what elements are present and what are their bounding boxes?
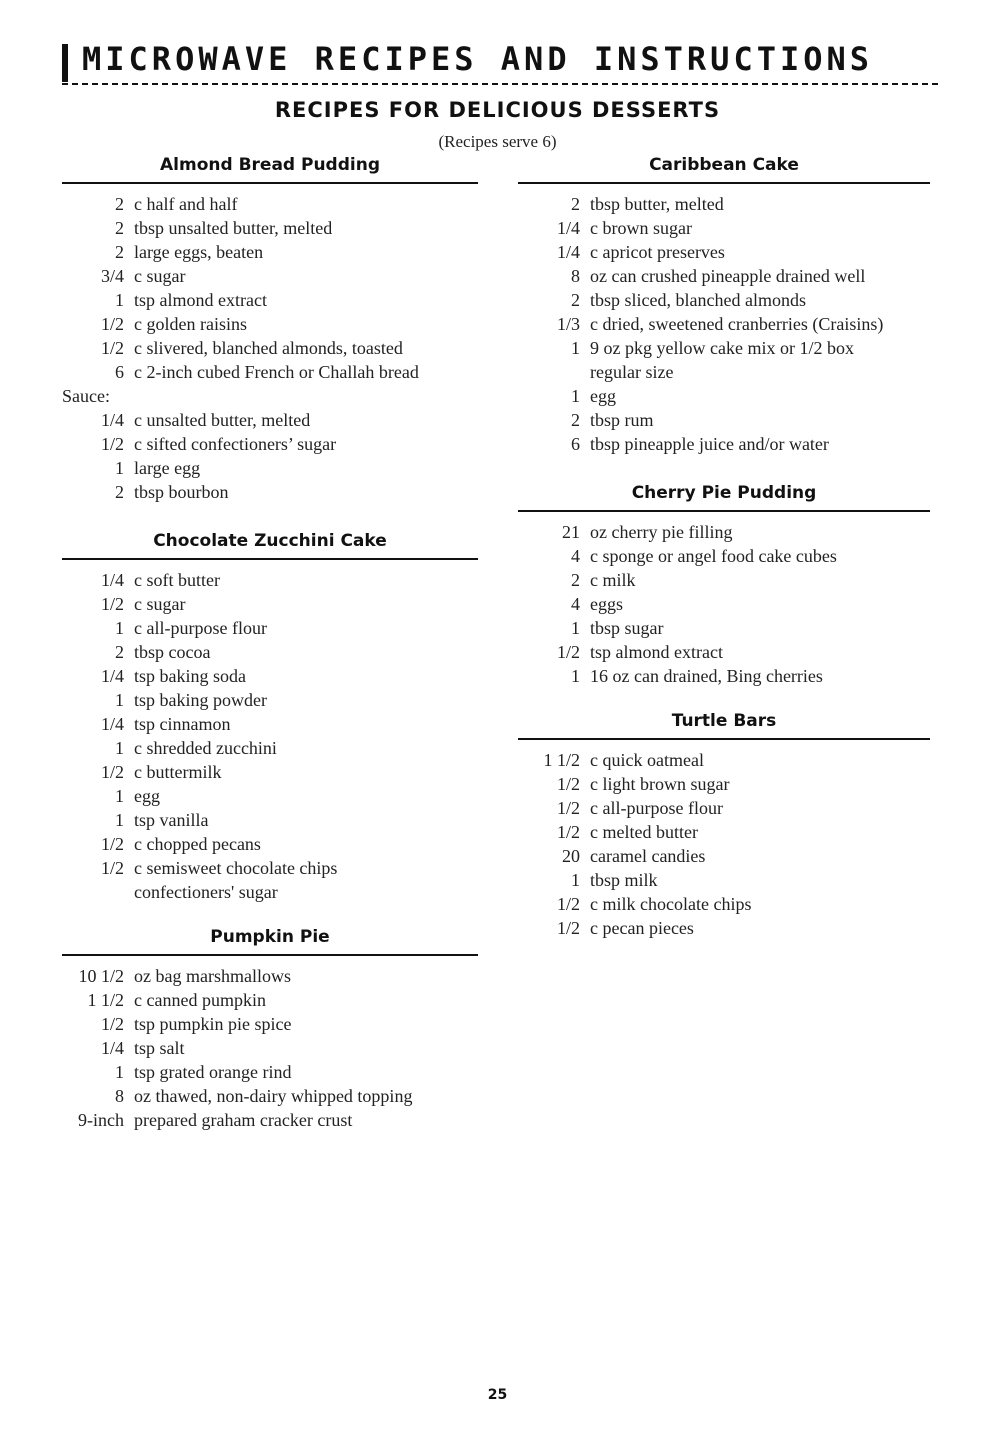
ingredient-quantity: 4 — [571, 594, 580, 614]
ingredient-line — [518, 432, 930, 456]
ingredient-line — [518, 408, 930, 432]
ingredient-line — [518, 520, 930, 544]
recipe-title: Cherry Pie Pudding — [631, 483, 817, 503]
ingredient-quantity: 2 — [571, 410, 580, 430]
ingredient-line — [62, 988, 478, 1012]
ingredient-line — [518, 360, 930, 384]
ingredient-quantity: 8 — [115, 1086, 124, 1106]
ingredient-quantity: 1 — [571, 870, 580, 890]
ingredient-description: tbsp sliced, blanched almonds — [590, 290, 806, 310]
ingredient-description: tsp baking powder — [134, 690, 267, 710]
ingredient-line — [62, 408, 478, 432]
ingredient-description: tsp almond extract — [590, 642, 723, 662]
recipe-cherry-pie-pudding — [518, 480, 930, 688]
ingredient-line — [62, 384, 478, 408]
ingredient-quantity: 1/2 — [100, 594, 124, 614]
ingredient-description: c semisweet chocolate chips — [134, 858, 338, 878]
ingredient-line — [62, 1036, 478, 1060]
recipe-chocolate-zucchini-cake — [62, 528, 478, 904]
ingredient-line — [62, 1060, 478, 1084]
ingredient-description: tbsp butter, melted — [590, 194, 724, 214]
ingredient-line — [518, 544, 930, 568]
ingredient-quantity: 21 — [562, 522, 580, 542]
ingredient-quantity: 2 — [115, 642, 124, 662]
ingredient-description: large egg — [134, 458, 201, 478]
ingredient-description: c apricot preserves — [590, 242, 725, 262]
ingredient-line — [518, 664, 930, 688]
ingredient-quantity: 9-inch — [78, 1110, 124, 1130]
header-dashed-rule — [62, 83, 938, 85]
ingredient-line — [62, 432, 478, 456]
recipe-title-rule — [62, 182, 478, 184]
ingredient-description: tsp cinnamon — [134, 714, 231, 734]
ingredient-line — [62, 592, 478, 616]
ingredient-description: tbsp sugar — [590, 618, 664, 638]
ingredient-quantity: 1 — [571, 386, 580, 406]
ingredient-description: c buttermilk — [134, 762, 222, 782]
ingredient-description: c half and half — [134, 194, 238, 214]
ingredient-quantity: 1/2 — [100, 314, 124, 334]
ingredient-line — [518, 240, 930, 264]
ingredient-quantity: 1/2 — [556, 774, 580, 794]
ingredient-description: c chopped pecans — [134, 834, 261, 854]
ingredient-quantity: 4 — [571, 546, 580, 566]
ingredient-description: oz can crushed pineapple drained well — [590, 266, 866, 286]
ingredient-quantity: 1/2 — [556, 918, 580, 938]
ingredient-line — [518, 916, 930, 940]
ingredient-quantity: 1/4 — [100, 410, 124, 430]
ingredient-quantity: 1/4 — [100, 666, 124, 686]
ingredient-description: c unsalted butter, melted — [134, 410, 311, 430]
ingredient-quantity: 1 — [571, 666, 580, 686]
recipe-title: Caribbean Cake — [649, 155, 799, 175]
ingredient-quantity: 2 — [115, 482, 124, 502]
ingredient-quantity: 10 1/2 — [78, 966, 124, 986]
ingredient-description: 9 oz pkg yellow cake mix or 1/2 box — [590, 338, 854, 358]
ingredient-description: c all-purpose flour — [134, 618, 267, 638]
ingredient-quantity: 1 — [115, 618, 124, 638]
ingredient-quantity: 1/4 — [100, 570, 124, 590]
ingredient-quantity: 1 — [115, 690, 124, 710]
ingredient-quantity: 1/2 — [100, 338, 124, 358]
ingredient-quantity: 2 — [571, 290, 580, 310]
recipe-title-rule — [518, 738, 930, 740]
recipe-almond-bread-pudding — [62, 152, 478, 504]
ingredient-quantity: 3/4 — [100, 266, 124, 286]
ingredient-line — [62, 712, 478, 736]
ingredient-description: oz cherry pie filling — [590, 522, 733, 542]
header-bar-mark — [62, 44, 68, 82]
ingredient-line — [62, 688, 478, 712]
ingredient-description: c pecan pieces — [590, 918, 694, 938]
ingredient-line — [62, 856, 478, 880]
ingredient-description: large eggs, beaten — [134, 242, 264, 262]
ingredient-line — [62, 664, 478, 688]
page-header — [62, 40, 938, 88]
ingredient-quantity: 1/4 — [100, 714, 124, 734]
ingredient-description: tsp grated orange rind — [134, 1062, 292, 1082]
ingredient-line — [62, 568, 478, 592]
ingredient-line — [518, 820, 930, 844]
ingredient-line — [62, 240, 478, 264]
ingredient-quantity: 20 — [562, 846, 580, 866]
ingredient-line — [518, 868, 930, 892]
ingredient-description: c all-purpose flour — [590, 798, 723, 818]
ingredient-description: c canned pumpkin — [134, 990, 266, 1010]
ingredient-quantity: 1/2 — [100, 858, 124, 878]
ingredient-quantity: 1/4 — [100, 1038, 124, 1058]
page-number: 25 — [487, 1387, 508, 1403]
ingredient-description: c sponge or angel food cake cubes — [590, 546, 837, 566]
ingredient-description: c light brown sugar — [590, 774, 730, 794]
ingredient-description: tbsp bourbon — [134, 482, 229, 502]
ingredient-description: tsp pumpkin pie spice — [134, 1014, 292, 1034]
ingredient-quantity: 2 — [571, 570, 580, 590]
ingredient-line — [62, 312, 478, 336]
ingredient-line — [518, 568, 930, 592]
ingredient-line — [62, 480, 478, 504]
ingredient-line — [62, 216, 478, 240]
ingredient-description: tsp vanilla — [134, 810, 209, 830]
ingredient-quantity: 1 — [115, 1062, 124, 1082]
ingredient-quantity: 2 — [115, 194, 124, 214]
ingredient-line — [518, 216, 930, 240]
ingredient-description: tbsp unsalted butter, melted — [134, 218, 333, 238]
ingredient-quantity: 2 — [115, 242, 124, 262]
ingredient-description: c milk — [590, 570, 636, 590]
ingredient-continuation: regular size — [590, 362, 674, 382]
ingredient-line — [62, 1012, 478, 1036]
ingredient-line — [62, 964, 478, 988]
ingredient-description: c slivered, blanched almonds, toasted — [134, 338, 403, 358]
ingredient-description: tsp salt — [134, 1038, 185, 1058]
ingredient-continuation: confectioners' sugar — [134, 882, 278, 902]
ingredient-quantity: 1/4 — [556, 218, 580, 238]
ingredient-quantity: 1 — [115, 738, 124, 758]
ingredient-line — [62, 1084, 478, 1108]
ingredient-quantity: 1 1/2 — [87, 990, 124, 1010]
ingredient-line — [518, 336, 930, 360]
ingredient-description: c sugar — [134, 594, 186, 614]
ingredient-description: tbsp rum — [590, 410, 654, 430]
ingredient-line — [518, 772, 930, 796]
recipe-caribbean-cake — [518, 152, 930, 456]
sub-section-label: Sauce: — [62, 386, 110, 406]
ingredient-line — [518, 592, 930, 616]
ingredient-quantity: 6 — [571, 434, 580, 454]
ingredient-line — [62, 360, 478, 384]
ingredient-quantity: 6 — [115, 362, 124, 382]
ingredient-quantity: 1/2 — [100, 762, 124, 782]
ingredient-description: c shredded zucchini — [134, 738, 277, 758]
ingredient-quantity: 1/2 — [100, 1014, 124, 1034]
ingredient-line — [518, 288, 930, 312]
ingredient-quantity: 1/2 — [100, 834, 124, 854]
ingredient-quantity: 2 — [571, 194, 580, 214]
ingredient-line — [62, 640, 478, 664]
ingredient-description: egg — [590, 386, 616, 406]
ingredient-description: c milk chocolate chips — [590, 894, 752, 914]
ingredient-quantity: 1 1/2 — [543, 750, 580, 770]
ingredient-line — [62, 456, 478, 480]
ingredient-description: eggs — [590, 594, 623, 614]
ingredient-description: c golden raisins — [134, 314, 247, 334]
ingredient-line — [518, 384, 930, 408]
ingredient-line — [62, 1108, 478, 1132]
ingredient-line — [62, 784, 478, 808]
recipe-pumpkin-pie — [62, 924, 478, 1132]
ingredient-line — [518, 748, 930, 772]
ingredient-description: c dried, sweetened cranberries (Craisins) — [590, 314, 884, 334]
recipe-title-rule — [518, 182, 930, 184]
ingredient-line — [518, 796, 930, 820]
ingredient-line — [62, 736, 478, 760]
ingredient-description: tsp baking soda — [134, 666, 246, 686]
ingredient-description: c quick oatmeal — [590, 750, 704, 770]
ingredient-line — [62, 264, 478, 288]
ingredient-description: c sifted confectioners’ sugar — [134, 434, 337, 454]
ingredient-line — [518, 640, 930, 664]
recipe-title-rule — [518, 510, 930, 512]
ingredient-quantity: 8 — [571, 266, 580, 286]
recipe-title-rule — [62, 558, 478, 560]
ingredient-quantity: 1 — [571, 618, 580, 638]
ingredient-quantity: 1 — [115, 290, 124, 310]
recipe-title: Pumpkin Pie — [210, 927, 330, 947]
ingredient-line — [62, 288, 478, 312]
ingredient-quantity: 1/4 — [556, 242, 580, 262]
ingredient-description: prepared graham cracker crust — [134, 1110, 353, 1130]
ingredient-line — [518, 192, 930, 216]
recipe-title: Chocolate Zucchini Cake — [153, 531, 387, 551]
ingredient-description: tbsp cocoa — [134, 642, 211, 662]
recipe-turtle-bars — [518, 708, 930, 940]
ingredient-line — [518, 892, 930, 916]
ingredient-description: 16 oz can drained, Bing cherries — [590, 666, 823, 686]
ingredient-line — [62, 880, 478, 904]
ingredient-description: oz thawed, non-dairy whipped topping — [134, 1086, 413, 1106]
ingredient-line — [518, 312, 930, 336]
ingredient-quantity: 1/2 — [556, 894, 580, 914]
ingredient-line — [62, 832, 478, 856]
ingredient-quantity: 1/2 — [556, 822, 580, 842]
ingredient-line — [518, 844, 930, 868]
ingredient-line — [62, 808, 478, 832]
ingredient-line — [518, 616, 930, 640]
ingredient-description: caramel candies — [590, 846, 706, 866]
ingredient-quantity: 1 — [115, 458, 124, 478]
ingredient-description: tbsp pineapple juice and/or water — [590, 434, 829, 454]
ingredient-quantity: 1/3 — [556, 314, 580, 334]
ingredient-quantity: 1 — [115, 810, 124, 830]
ingredient-description: c 2-inch cubed French or Challah bread — [134, 362, 419, 382]
ingredient-description: c brown sugar — [590, 218, 692, 238]
ingredient-line — [518, 264, 930, 288]
ingredient-description: egg — [134, 786, 160, 806]
ingredient-line — [62, 760, 478, 784]
ingredient-quantity: 1/2 — [556, 798, 580, 818]
ingredient-quantity: 1 — [115, 786, 124, 806]
ingredient-description: tsp almond extract — [134, 290, 267, 310]
ingredient-description: oz bag marshmallows — [134, 966, 291, 986]
ingredient-line — [62, 336, 478, 360]
ingredient-description: c soft butter — [134, 570, 220, 590]
serves-note: (Recipes serve 6) — [438, 132, 557, 151]
ingredient-quantity: 2 — [115, 218, 124, 238]
ingredient-description: c sugar — [134, 266, 186, 286]
ingredient-quantity: 1 — [571, 338, 580, 358]
header-title: MICROWAVE RECIPES AND INSTRUCTIONS — [82, 40, 874, 78]
ingredient-line — [62, 616, 478, 640]
ingredient-description: tbsp milk — [590, 870, 658, 890]
ingredient-line — [62, 192, 478, 216]
recipe-title: Almond Bread Pudding — [160, 155, 380, 175]
recipe-title: Turtle Bars — [671, 711, 777, 731]
ingredient-description: c melted butter — [590, 822, 698, 842]
ingredient-quantity: 1/2 — [556, 642, 580, 662]
recipe-title-rule — [62, 954, 478, 956]
ingredient-quantity: 1/2 — [100, 434, 124, 454]
section-title: RECIPES FOR DELICIOUS DESSERTS — [274, 98, 721, 122]
